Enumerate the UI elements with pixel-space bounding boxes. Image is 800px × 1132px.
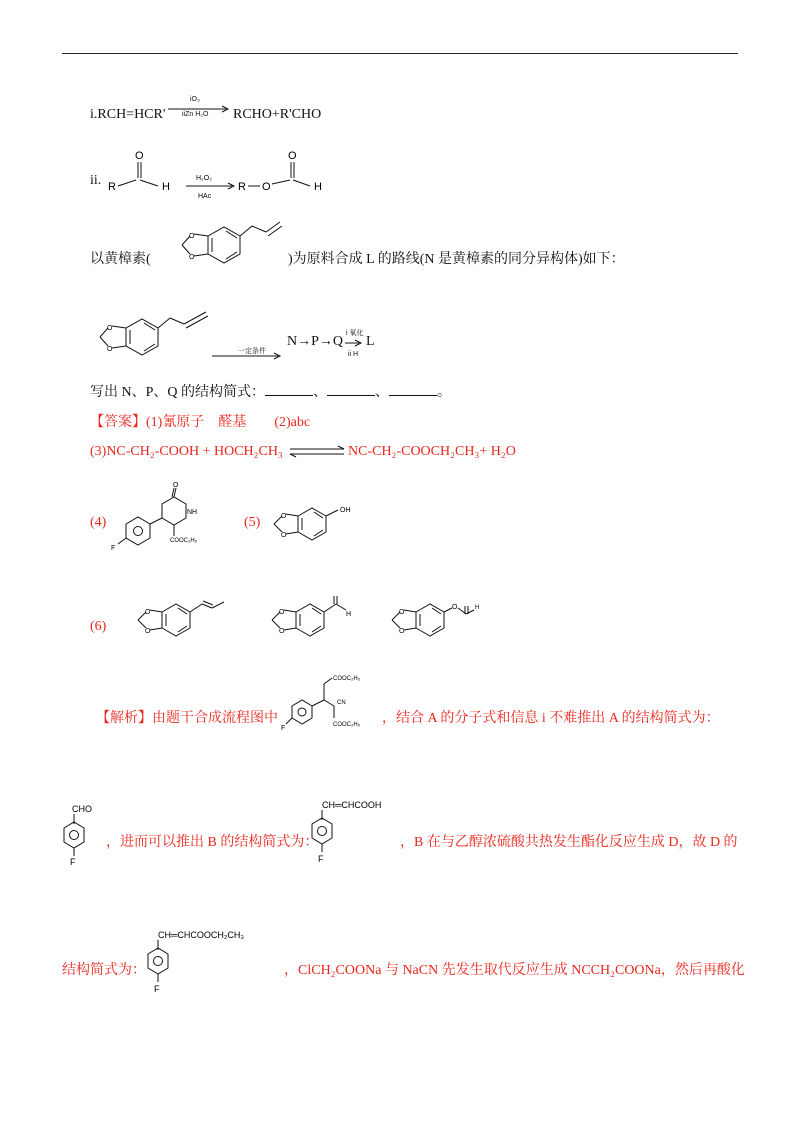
safrole-structure — [150, 218, 290, 276]
h-6: H — [346, 611, 352, 618]
info-ii-label: ii. — [90, 173, 102, 188]
question-sep2: 、 — [375, 385, 390, 400]
route-product: L — [366, 334, 375, 349]
nh-label: NH — [187, 509, 198, 516]
cn-a: CN — [337, 700, 346, 706]
analysis-text2: ，结合 A 的分子式和信息 i 不难推出 A 的结构简式为： — [382, 711, 720, 726]
o-6a: O — [145, 609, 151, 616]
cooc2h5-a2: COOC₂H₅ — [333, 722, 361, 728]
o-6g: O — [452, 604, 458, 611]
info-i-right: RCHO+R'CHO — [233, 107, 322, 122]
h-right: H — [314, 181, 322, 193]
analysis-text4: ，B 在与乙醇浓硫酸共热发生酯化反应生成 D，故 D 的 — [400, 835, 738, 850]
answer-line3-left: (3)NC-CH₂-COOH + HOCH₂CH₃ — [90, 444, 283, 459]
structure-cho — [56, 802, 106, 868]
o-5b: O — [281, 532, 287, 539]
header-rule — [62, 53, 738, 54]
o-6e: O — [399, 609, 405, 616]
structure-6b — [262, 594, 362, 644]
analysis-text3: ，进而可以推出 B 的结构简式为： — [106, 835, 319, 850]
structure-6c — [382, 594, 482, 644]
f-label-d: F — [154, 984, 160, 994]
f-label-cho: F — [70, 857, 76, 867]
structure-6a — [128, 594, 228, 644]
cooc2h5-a1: COOC₂H₅ — [333, 676, 361, 682]
structure-d — [138, 926, 288, 998]
o-label-4: O — [173, 482, 179, 489]
analysis-text6: ，ClCH₂COONa 与 NaCN 先发生取代反应生成 NCCH₂COONa，然后再酸化 — [284, 963, 745, 978]
label-4: (4) — [90, 515, 107, 530]
info-i-left: i.RCH=HCR' — [90, 107, 166, 122]
label-5: (5) — [244, 515, 261, 530]
analysis-label: 【解析】 — [96, 711, 152, 726]
ester-label-4: COOC₂H₅ — [170, 538, 198, 544]
intro-suffix: )为原料合成 L 的路线(N 是黄樟素的同分异构体)如下： — [288, 252, 625, 267]
blank-n[interactable] — [265, 383, 313, 396]
intro-prefix: 以黄樟素( — [90, 252, 151, 267]
analysis-text1: 由题干合成流程图中 — [152, 711, 278, 726]
question-sep1: 、 — [313, 385, 328, 400]
r-right: R — [238, 181, 246, 193]
route-sequence: N→P→Q — [287, 334, 344, 349]
info-i-arrow-bottom: iiZn H₂O — [182, 111, 209, 118]
question-end: 。 — [437, 385, 452, 400]
o-4: O — [107, 346, 113, 353]
analysis-text5: 结构简式为： — [62, 963, 146, 978]
answer-text: (1)氰原子 醛基 (2)abc — [146, 415, 311, 430]
o-right: O — [288, 150, 297, 162]
question-line — [90, 383, 451, 402]
analysis-line1 — [96, 710, 278, 728]
cho-label: CHO — [72, 804, 92, 814]
reagent-top: H₂O₂ — [196, 175, 212, 182]
r-left: R — [108, 181, 116, 193]
structure-b — [300, 796, 410, 868]
blank-p[interactable] — [327, 383, 375, 396]
equilibrium-arrow — [288, 446, 346, 458]
route-arrow — [212, 353, 282, 359]
o-left: O — [135, 150, 144, 162]
route-start-structure — [86, 306, 216, 362]
f-label-4: F — [111, 545, 116, 552]
b-chain: CH═CHCOOH — [322, 800, 382, 810]
answer-line1 — [90, 414, 310, 432]
route-arrow-label: 一定条件 — [238, 348, 266, 355]
o-5a: O — [281, 513, 287, 520]
o-1: O — [189, 233, 195, 240]
blank-q[interactable] — [389, 383, 437, 396]
info-i-arrow-top: iO₃ — [190, 96, 200, 103]
reagent-bottom: HAc — [198, 193, 212, 200]
route-step-top: i 氧化 — [346, 330, 364, 337]
question-text: 写出 N、P、Q 的结构简式： — [90, 385, 266, 400]
route-step-arrow — [345, 340, 365, 346]
answer-line3-right: NC-CH₂-COOCH₂CH₃+ H₂O — [348, 444, 516, 459]
o-6b: O — [145, 628, 151, 635]
structure-4 — [108, 478, 228, 560]
o-2: O — [189, 254, 195, 261]
o-6c: O — [279, 609, 285, 616]
answer-label: 【答案】 — [90, 415, 146, 430]
o-mid: O — [262, 181, 271, 193]
o-3: O — [107, 325, 113, 332]
f-label-b: F — [318, 854, 324, 864]
oh-label: OH — [340, 507, 351, 514]
route-step-bottom: ii H — [348, 351, 359, 358]
label-6: (6) — [90, 619, 107, 634]
structure-5 — [262, 496, 362, 550]
h-left: H — [162, 181, 170, 193]
f-label-a: F — [281, 725, 286, 732]
info-ii-scheme — [100, 148, 350, 198]
h-6c: H — [475, 605, 480, 611]
d-chain: CH═CHCOOCH₂CH₃ — [158, 930, 245, 940]
o-6f: O — [399, 628, 405, 635]
o-6d: O — [279, 628, 285, 635]
analysis-structure-a — [278, 670, 382, 740]
